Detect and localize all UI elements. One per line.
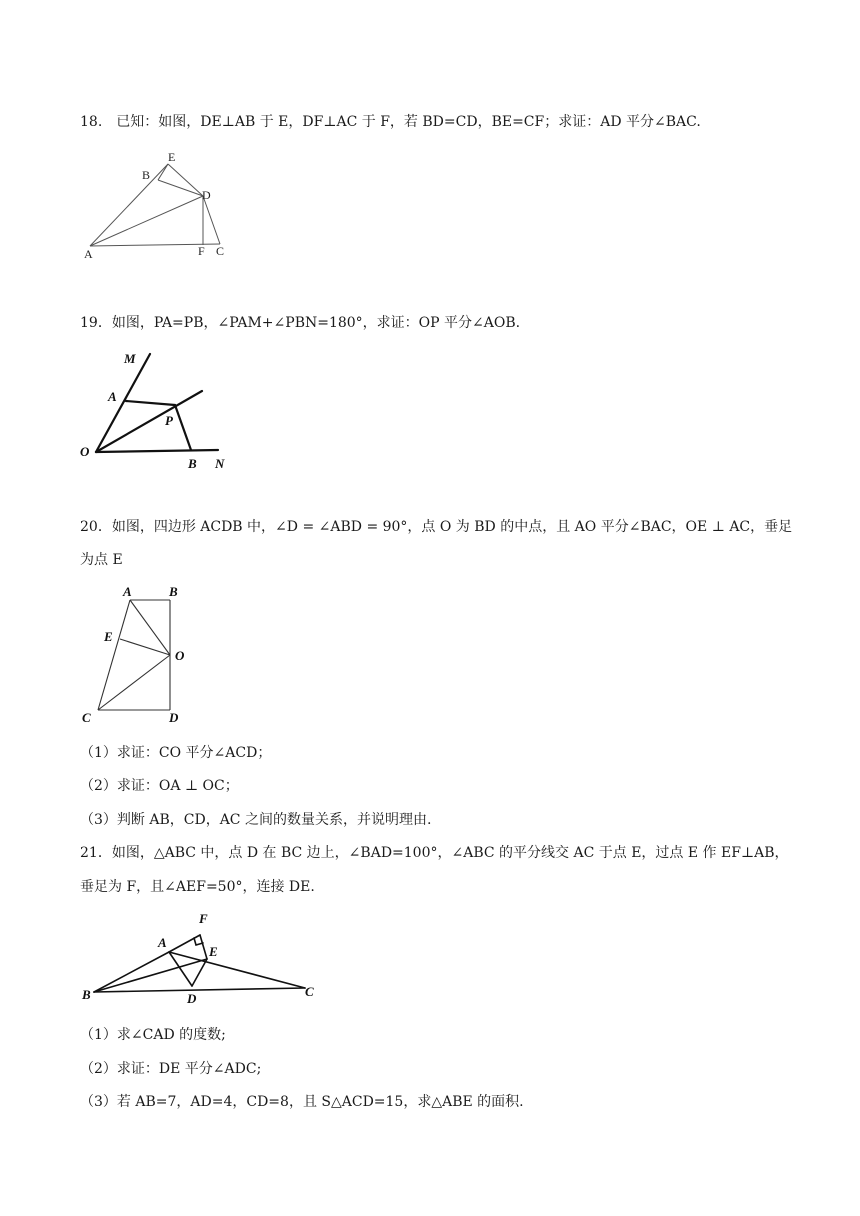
q18-label-c: C [216,244,225,258]
q19-label-a: A [108,389,117,404]
q21-label-b: B [82,987,91,1002]
q20-label-d: D [169,710,179,725]
q19-label-m: M [124,351,136,366]
q21-label-c: C [305,984,314,999]
q18-label-b: B [142,168,151,182]
q18-label-e: E [168,150,176,164]
q21-label-a: A [158,935,167,950]
q21-figure [80,910,325,1010]
q20-label-o: O [175,648,185,663]
q21-text-line2: 垂足为 F，且∠AEF=50°，连接 DE. [80,879,315,895]
q20-text-line2: 为点 E [80,552,123,568]
q20-label-b: B [169,584,178,599]
q20-label-e: E [104,629,113,644]
q19-text: 19．如图，PA=PB，∠PAM+∠PBN=180°，求证：OP 平分∠AOB. [80,315,521,331]
q18-figure [80,148,240,263]
q20-sub2: （2）求证：OA ⊥ OC； [80,778,239,794]
q19-label-o: O [80,444,90,459]
q20-label-c: C [82,710,91,725]
q20-label-a: A [123,584,132,599]
q21-sub2: （2）求证：DE 平分∠ADC; [80,1061,262,1077]
q20-sub3: （3）判断 AB，CD，AC 之间的数量关系，并说明理由. [80,812,432,828]
q21-sub3: （3）若 AB=7，AD=4，CD=8，且 S△ACD=15，求△ABE 的面积. [80,1094,524,1110]
q18-label-f: F [198,244,205,258]
q18-text: 18. 已知：如图，DE⊥AB 于 E，DF⊥AC 于 F，若 BD=CD，BE=CF；求证：AD 平分∠BAC. [80,114,701,130]
q19-label-p: P [165,413,173,428]
q21-label-e: E [209,944,218,959]
q19-label-b: B [188,456,197,471]
q20-text-line1: 20．如图，四边形 ACDB 中，∠D = ∠ABD = 90°，点 O 为 BD 的中点，且 AO 平分∠BAC，OE ⊥ AC，垂足 [80,519,793,535]
q21-label-f: F [199,911,208,926]
q19-figure [78,348,238,473]
q18-label-a: A [84,247,93,261]
q21-sub1: （1）求∠CAD 的度数; [80,1027,226,1043]
q20-figure [80,583,200,728]
q20-sub1: （1）求证：CO 平分∠ACD； [80,745,272,761]
q21-label-d: D [187,991,197,1006]
q19-label-n: N [215,456,225,471]
q21-text-line1: 21．如图，△ABC 中，点 D 在 BC 边上，∠BAD=100°，∠ABC 的平分线交 AC 于点 E，过点 E 作 EF⊥AB， [80,845,789,861]
q18-label-d: D [202,188,211,202]
